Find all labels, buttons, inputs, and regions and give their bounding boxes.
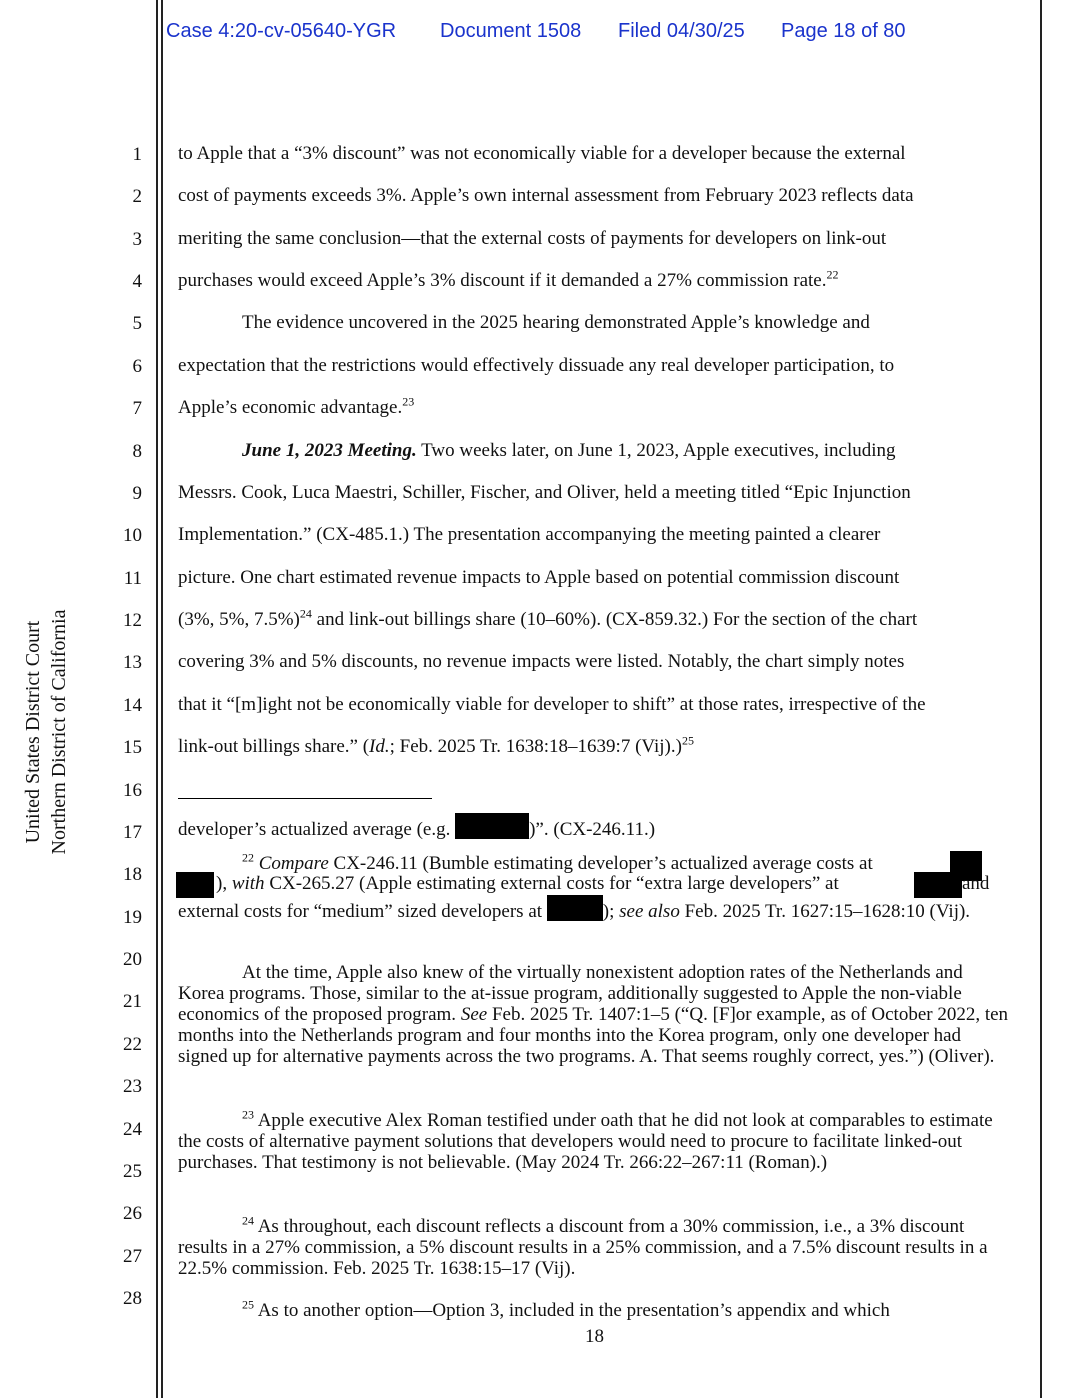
footnote-number: 25 <box>242 1297 254 1312</box>
body-line <box>178 394 415 419</box>
footnote-separator <box>178 798 432 799</box>
body-line-text: ; Feb. 2025 Tr. 1638:18–1639:7 (Vij).) <box>389 736 682 757</box>
line-number: 12 <box>123 610 142 631</box>
line-number: 18 <box>123 864 142 885</box>
body-line-text: Apple’s economic advantage. <box>178 397 403 418</box>
body-line: covering 3% and 5% discounts, no revenue impacts were listed. Notably, the chart simply notes <box>178 651 905 672</box>
line-number: 27 <box>123 1246 142 1267</box>
footnote-text: and <box>962 873 990 894</box>
footnote-text: Feb. 2025 Tr. 1627:15–1628:10 (Vij). <box>679 901 971 922</box>
footnote-text: Apple executive Alex Roman testified under oath that he did not look at comparables to estimate the costs of alternative payment solutions that developers would need to procure to facilitate linked-out purchases. That testimony is not believable. (May 2024 Tr. 266:22–267:11 (Roman).) <box>178 1110 993 1173</box>
body-line: expectation that the restrictions would effectively dissuade any real developer participation, to <box>178 355 895 376</box>
line-number: 14 <box>123 695 142 716</box>
left-margin-rule-inner <box>161 0 163 1398</box>
footnote-continuation <box>178 813 655 841</box>
line-number: 7 <box>132 398 142 419</box>
body-line <box>178 267 839 292</box>
line-number: 3 <box>132 229 142 250</box>
footnote-text: CX-246.11 (Bumble estimating developer’s actualized average costs at <box>328 853 873 874</box>
line-number: 28 <box>123 1288 142 1309</box>
line-number: 24 <box>123 1119 142 1140</box>
footnote-text: As to another option—Option 3, included in the presentation’s appendix and which <box>254 1300 890 1321</box>
body-line-text: (3%, 5%, 7.5%) <box>178 609 300 630</box>
line-number: 6 <box>132 356 142 377</box>
footnote-number: 24 <box>242 1213 254 1228</box>
line-number: 20 <box>123 949 142 970</box>
line-number: 19 <box>123 907 142 928</box>
page-of-total: Page 18 of 80 <box>781 20 906 42</box>
line-number: 25 <box>123 1161 142 1182</box>
footnote-23 <box>178 1107 1013 1173</box>
redaction-block <box>547 895 603 921</box>
body-line <box>242 440 896 462</box>
footnote-ref-23[interactable]: 23 <box>402 394 415 409</box>
body-line-text: Two weeks later, on June 1, 2023, Apple executives, including <box>416 440 896 461</box>
body-line-text: purchases would exceed Apple’s 3% discount if it demanded a 27% commission rate. <box>178 270 827 291</box>
footnote-text: Feb. 2025 Tr. 1407:1–5 (“Q. [F]or example, as of October 2022, ten months into the Netherlands program and four months into the Korea program, only one developer had signed up for alternative payments across the two programs. A. That seems roughly correct, yes.”) (Oliver). <box>178 1004 1009 1067</box>
line-number: 17 <box>123 822 142 843</box>
footnote-paragraph <box>178 962 1013 1067</box>
redaction-block <box>455 813 529 839</box>
body-line: Messrs. Cook, Luca Maestri, Schiller, Fischer, and Oliver, held a meeting titled “Epic Injunction <box>178 482 911 503</box>
body-line-text: link-out billings share.” ( <box>178 736 370 757</box>
line-number: 16 <box>123 780 142 801</box>
footnote-24 <box>178 1213 1013 1279</box>
line-number: 2 <box>132 186 142 207</box>
court-caption <box>20 582 72 882</box>
footnote-25 <box>178 1297 1013 1321</box>
footnote-text: CX-265.27 (Apple estimating external costs for “extra large developers” at <box>264 873 839 894</box>
filed-date: Filed 04/30/25 <box>618 20 745 42</box>
page-number: 18 <box>585 1326 604 1347</box>
line-number: 26 <box>123 1203 142 1224</box>
body-line <box>178 606 918 631</box>
footnote-ref-22[interactable]: 22 <box>826 267 839 282</box>
footnote-text: At the time, Apple also knew of the virtually nonexistent adoption rates of the Netherlands and Korea programs. Those, similar to the at-issue program, additionally suggested to Apple the non-viable economics of the proposed program. <box>178 962 963 1025</box>
line-number: 22 <box>123 1034 142 1055</box>
citation-id: Id. <box>369 736 390 757</box>
body-line-text: and link-out billings share (10–60%). (CX-859.32.) For the section of the chart <box>311 609 918 630</box>
line-number: 8 <box>132 441 142 462</box>
line-number: 11 <box>123 568 142 589</box>
line-number: 4 <box>132 271 142 292</box>
footnote-text: As throughout, each discount reflects a discount from a 30% commission, i.e., a 3% discount results in a 27% commission, a 5% discount results in a 25% commission, and a 7.5% discount results in a 22.5% commission. Feb. 2025 Tr. 1638:15–17 (Vij). <box>178 1216 988 1279</box>
section-heading: June 1, 2023 Meeting. <box>242 440 417 461</box>
line-number: 13 <box>123 652 142 673</box>
left-margin-rule-outer <box>156 0 158 1398</box>
line-number: 21 <box>123 991 142 1012</box>
footnote-signal: with <box>231 873 265 894</box>
line-number: 10 <box>123 525 142 546</box>
footnote-text: developer’s actualized average (e.g. <box>178 819 456 840</box>
footnote-ref-25[interactable]: 25 <box>681 733 694 748</box>
footnote-number: 22 <box>242 850 254 865</box>
line-number: 9 <box>132 483 142 504</box>
body-line: Implementation.” (CX-485.1.) The presentation accompanying the meeting painted a clearer <box>178 524 881 545</box>
line-number: 15 <box>123 737 142 758</box>
body-line: meriting the same conclusion—that the external costs of payments for developers on link-out <box>178 228 887 249</box>
footnote-number: 23 <box>242 1107 254 1122</box>
body-line: that it “[m]ight not be economically viable for developer to shift” at those rates, irrespective of the <box>178 694 926 715</box>
body-line: to Apple that a “3% discount” was not economically viable for a developer because the external <box>178 143 906 164</box>
footnote-22: $^{22}$ Compare CX-246.11 (Bumble estimating developer’s actualized average costs at ), with CX-265.27 (Apple estimating external costs for “extra large developers” at and external costs for “medium” sized developers at ); see also Feb. 2025 Tr. 1627:15–1628:10 (Vij). <box>178 850 990 922</box>
footnote-text: )”. (CX-246.11.) <box>529 819 656 840</box>
right-margin-rule <box>1040 0 1042 1398</box>
court-name: United States District Court <box>22 620 44 844</box>
body-line: The evidence uncovered in the 2025 hearing demonstrated Apple’s knowledge and <box>242 312 870 333</box>
line-number: 1 <box>132 144 142 165</box>
body-line <box>178 733 694 758</box>
body-line: picture. One chart estimated revenue impacts to Apple based on potential commission discount <box>178 567 900 588</box>
footnote-ref-24[interactable]: 24 <box>299 606 312 621</box>
document-number: Document 1508 <box>440 20 582 42</box>
footnote-text: external costs for “medium” sized developers at <box>178 901 547 922</box>
footnote-signal: see also <box>619 901 680 922</box>
line-number: 23 <box>123 1076 142 1097</box>
footnote-signal: See <box>460 1004 488 1025</box>
footnote-signal: Compare <box>258 853 329 874</box>
line-number: 5 <box>132 313 142 334</box>
case-number: Case 4:20-cv-05640-YGR <box>166 20 397 42</box>
court-district: Northern District of California <box>48 609 70 855</box>
body-line: cost of payments exceeds 3%. Apple’s own internal assessment from February 2023 reflects data <box>178 185 914 206</box>
